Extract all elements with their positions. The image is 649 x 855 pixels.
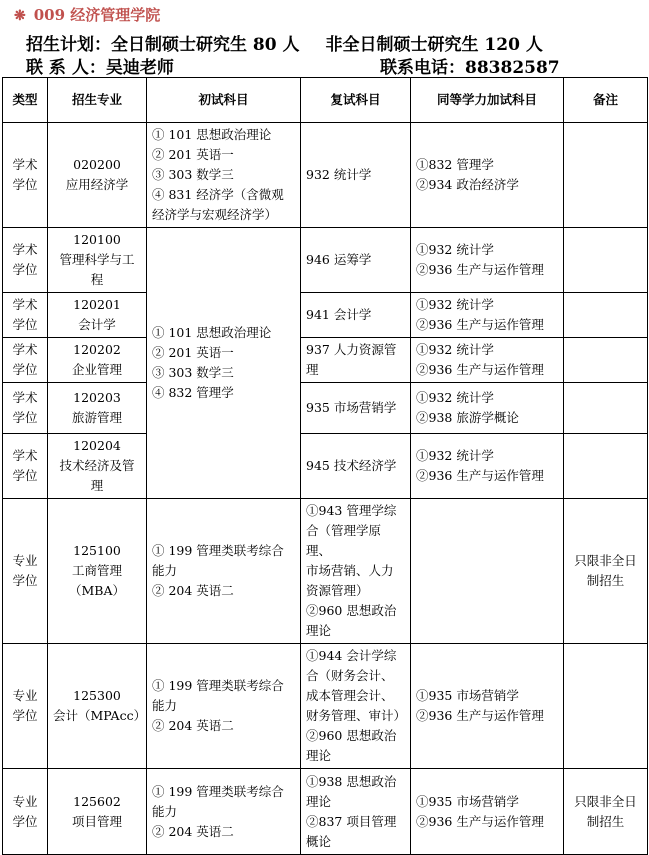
extra-exam-cell xyxy=(411,434,564,499)
cell-text-line: 应用经济学 xyxy=(65,177,129,192)
cell-text-line: ①932 统计学 xyxy=(416,242,494,257)
extra-exam-cell xyxy=(411,383,564,434)
cell-text-line: 学位 xyxy=(12,813,38,829)
cell-text-line: ② 204 英语二 xyxy=(152,583,234,598)
cell-text-line: 企业管理 xyxy=(71,362,122,377)
cell-text-line: 管理科学与工 xyxy=(59,252,135,267)
type-cell xyxy=(3,769,48,855)
extra-exam-cell xyxy=(411,644,564,769)
cell-text-line: ①932 统计学 xyxy=(416,342,494,357)
major-cell xyxy=(48,293,147,338)
table-row xyxy=(3,434,648,499)
cell-text-line: 932 统计学 xyxy=(306,167,372,182)
page-header xyxy=(0,0,649,76)
cell-text-line: 程 xyxy=(90,272,104,287)
college-title xyxy=(14,4,160,25)
cell-text-line: ①935 市场营销学 xyxy=(416,688,519,703)
cell-text-line: 120203 xyxy=(73,390,121,405)
cell-text-line: 120204 xyxy=(73,438,121,453)
cell-text-line: ④ 831 经济学（含微观 xyxy=(152,187,284,202)
retest-cell xyxy=(301,293,411,338)
cell-text-line: 概论 xyxy=(306,833,332,849)
note-cell xyxy=(564,644,648,769)
contact-info xyxy=(26,53,560,78)
cell-text-line: 旅游管理 xyxy=(71,410,122,425)
note-cell xyxy=(564,383,648,434)
cell-text-line: ②960 思想政治 xyxy=(306,728,397,743)
extra-exam-cell xyxy=(411,228,564,293)
cell-text-line: 学位 xyxy=(12,262,38,277)
cell-text-line: 020200 xyxy=(73,157,121,172)
cell-text-line: ① 101 思想政治理论 xyxy=(152,325,272,340)
retest-cell xyxy=(301,228,411,293)
cell-text-line: 学术 xyxy=(12,242,38,257)
plan-fulltime: 招生计划：全日制硕士研究生 80 人 xyxy=(26,35,300,55)
note-cell xyxy=(564,499,648,644)
header-note: 备注 xyxy=(564,78,648,123)
cell-text-line: 学位 xyxy=(12,317,38,332)
note-cell xyxy=(564,338,648,383)
cell-text-line: ②936 生产与运作管理 xyxy=(416,708,544,723)
type-cell xyxy=(3,434,48,499)
plan-parttime: 非全日制硕士研究生 120 人 xyxy=(325,35,543,55)
cell-text-line: 941 会计学 xyxy=(306,307,372,322)
cell-text-line: ②837 项目管理 xyxy=(306,813,397,829)
cell-text-line: 125300 xyxy=(73,688,121,703)
retest-cell xyxy=(301,644,411,769)
cell-text-line: 只限非全日 xyxy=(574,793,637,809)
cell-text-line: 合（管理学原理、 xyxy=(306,523,382,558)
cell-text-line: 能力 xyxy=(152,698,178,713)
cell-text-line: 理论 xyxy=(306,793,332,809)
header-type: 类型 xyxy=(3,78,48,123)
cell-text-line: ① 199 管理类联考综合 xyxy=(152,783,284,799)
note-cell xyxy=(564,123,648,228)
cell-text-line: 成本管理会计、 xyxy=(306,688,394,703)
cell-text-line: 935 市场营销学 xyxy=(306,400,397,415)
major-cell xyxy=(48,769,147,855)
header-equivalent-extra: 同等学力加试科目 xyxy=(411,78,564,123)
extra-exam-cell xyxy=(411,499,564,644)
cell-text-line: 945 技术经济学 xyxy=(306,458,397,473)
major-cell xyxy=(48,383,147,434)
table-row xyxy=(3,499,648,644)
cell-text-line: ② 204 英语二 xyxy=(152,823,234,839)
cell-text-line: 会计（MPAcc） xyxy=(53,708,147,723)
cell-text-line: 理 xyxy=(90,478,104,493)
note-cell xyxy=(564,228,648,293)
cell-text-line: 125602 xyxy=(73,793,121,809)
major-cell xyxy=(48,123,147,228)
type-cell xyxy=(3,123,48,228)
cell-text-line: ②936 生产与运作管理 xyxy=(416,317,544,332)
shared-initial-exam-cell xyxy=(147,228,301,499)
cell-text-line: ①938 思想政治 xyxy=(306,773,397,789)
cell-text-line: 学术 xyxy=(12,448,38,463)
cell-text-line: 只限非全日 xyxy=(574,553,637,568)
cell-text-line: 财务管理、审计） xyxy=(306,708,407,723)
cell-text-line: 理论 xyxy=(306,623,332,638)
cell-text-line: 经济学与宏观经济学） xyxy=(152,207,278,222)
cell-text-line: 能力 xyxy=(152,563,178,578)
retest-cell xyxy=(301,499,411,644)
cell-text-line: 学术 xyxy=(12,390,38,405)
table-row xyxy=(3,769,648,855)
table-row xyxy=(3,338,648,383)
cell-text-line: ① 199 管理类联考综合 xyxy=(152,678,284,693)
cell-text-line: 合（财务会计、 xyxy=(306,668,394,683)
major-cell xyxy=(48,434,147,499)
header-major: 招生专业 xyxy=(48,78,147,123)
major-cell xyxy=(48,644,147,769)
major-cell xyxy=(48,499,147,644)
initial-exam-cell xyxy=(147,123,301,228)
cell-text-line: 学位 xyxy=(12,708,38,723)
retest-cell xyxy=(301,769,411,855)
contact-person: 联 系 人：吴迪老师 xyxy=(26,58,174,78)
cell-text-line: ②936 生产与运作管理 xyxy=(416,262,544,277)
retest-cell xyxy=(301,338,411,383)
initial-exam-cell xyxy=(147,499,301,644)
type-cell xyxy=(3,228,48,293)
cell-text-line: ④ 832 管理学 xyxy=(152,385,234,400)
cell-text-line: ②960 思想政治 xyxy=(306,603,397,618)
contact-phone: 联系电话：88382587 xyxy=(380,58,560,78)
table-row xyxy=(3,383,648,434)
cell-text-line: 项目管理 xyxy=(71,813,122,829)
cell-text-line: 学位 xyxy=(12,468,38,483)
cell-text-line: 937 人力资源管 xyxy=(306,342,397,357)
cell-text-line: 120201 xyxy=(73,297,121,312)
extra-exam-cell xyxy=(411,123,564,228)
cell-text-line: 理论 xyxy=(306,748,332,763)
cell-text-line: 制招生 xyxy=(586,573,625,588)
cell-text-line: ②936 生产与运作管理 xyxy=(416,468,544,483)
cell-text-line: 学位 xyxy=(12,410,38,425)
cell-text-line: ①943 管理学综 xyxy=(306,503,397,518)
type-cell xyxy=(3,338,48,383)
table-row xyxy=(3,293,648,338)
cell-text-line: ② 201 英语一 xyxy=(152,345,234,360)
extra-exam-cell xyxy=(411,338,564,383)
type-cell xyxy=(3,293,48,338)
table-row xyxy=(3,228,648,293)
header-initial-exam: 初试科目 xyxy=(147,78,301,123)
table-row xyxy=(3,123,648,228)
extra-exam-cell xyxy=(411,769,564,855)
enrollment-plan xyxy=(26,30,543,55)
type-cell xyxy=(3,644,48,769)
cell-text-line: 理 xyxy=(306,362,319,377)
cell-text-line: ②934 政治经济学 xyxy=(416,177,519,192)
cell-text-line: 120100 xyxy=(73,232,121,247)
cell-text-line: ①932 统计学 xyxy=(416,297,494,312)
cell-text-line: 市场营销、人力 xyxy=(306,563,394,578)
cell-text-line: 学术 xyxy=(12,342,38,357)
cell-text-line: 资源管理） xyxy=(306,583,369,598)
admission-table xyxy=(2,77,648,855)
cell-text-line: 学位 xyxy=(12,573,38,588)
cell-text-line: ① 101 思想政治理论 xyxy=(152,127,272,142)
cell-text-line: 会计学 xyxy=(78,317,116,332)
initial-exam-cell xyxy=(147,644,301,769)
cell-text-line: ①832 管理学 xyxy=(416,157,494,172)
cell-text-line: 946 运筹学 xyxy=(306,252,372,267)
snowflake-icon: ❋ xyxy=(14,8,26,24)
retest-cell xyxy=(301,383,411,434)
cell-text-line: ①935 市场营销学 xyxy=(416,793,519,809)
extra-exam-cell xyxy=(411,293,564,338)
cell-text-line: ①932 统计学 xyxy=(416,448,494,463)
cell-text-line: ② 204 英语二 xyxy=(152,718,234,733)
type-cell xyxy=(3,383,48,434)
note-cell xyxy=(564,769,648,855)
cell-text-line: ②936 生产与运作管理 xyxy=(416,813,544,829)
cell-text-line: 工商管理 xyxy=(71,563,122,578)
cell-text-line: ①932 统计学 xyxy=(416,390,494,405)
type-cell xyxy=(3,499,48,644)
table-row xyxy=(3,644,648,769)
cell-text-line: ① 199 管理类联考综合 xyxy=(152,543,284,558)
cell-text-line: 专业 xyxy=(12,793,38,809)
cell-text-line: 学位 xyxy=(12,362,38,377)
header-retest: 复试科目 xyxy=(301,78,411,123)
cell-text-line: ①944 会计学综 xyxy=(306,648,397,663)
retest-cell xyxy=(301,123,411,228)
major-cell xyxy=(48,228,147,293)
cell-text-line: 制招生 xyxy=(586,813,625,829)
cell-text-line: 技术经济及管 xyxy=(59,458,135,473)
cell-text-line: 125100 xyxy=(73,543,121,558)
note-cell xyxy=(564,293,648,338)
cell-text-line: 专业 xyxy=(12,688,38,703)
retest-cell xyxy=(301,434,411,499)
cell-text-line: 能力 xyxy=(152,803,178,819)
table-header-row xyxy=(3,78,648,123)
cell-text-line: 专业 xyxy=(12,553,38,568)
note-cell xyxy=(564,434,648,499)
cell-text-line: ②936 生产与运作管理 xyxy=(416,362,544,377)
cell-text-line: 学术 xyxy=(12,297,38,312)
cell-text-line: （MBA） xyxy=(68,583,125,598)
initial-exam-cell xyxy=(147,769,301,855)
cell-text-line: ③ 303 数学三 xyxy=(152,365,234,380)
cell-text-line: 120202 xyxy=(73,342,121,357)
cell-text-line: ③ 303 数学三 xyxy=(152,167,234,182)
major-cell xyxy=(48,338,147,383)
college-title-text: 009 经济管理学院 xyxy=(33,6,161,24)
cell-text-line: ②938 旅游学概论 xyxy=(416,410,519,425)
cell-text-line: 学术 xyxy=(12,157,38,172)
cell-text-line: ② 201 英语一 xyxy=(152,147,234,162)
cell-text-line: 学位 xyxy=(12,177,38,192)
